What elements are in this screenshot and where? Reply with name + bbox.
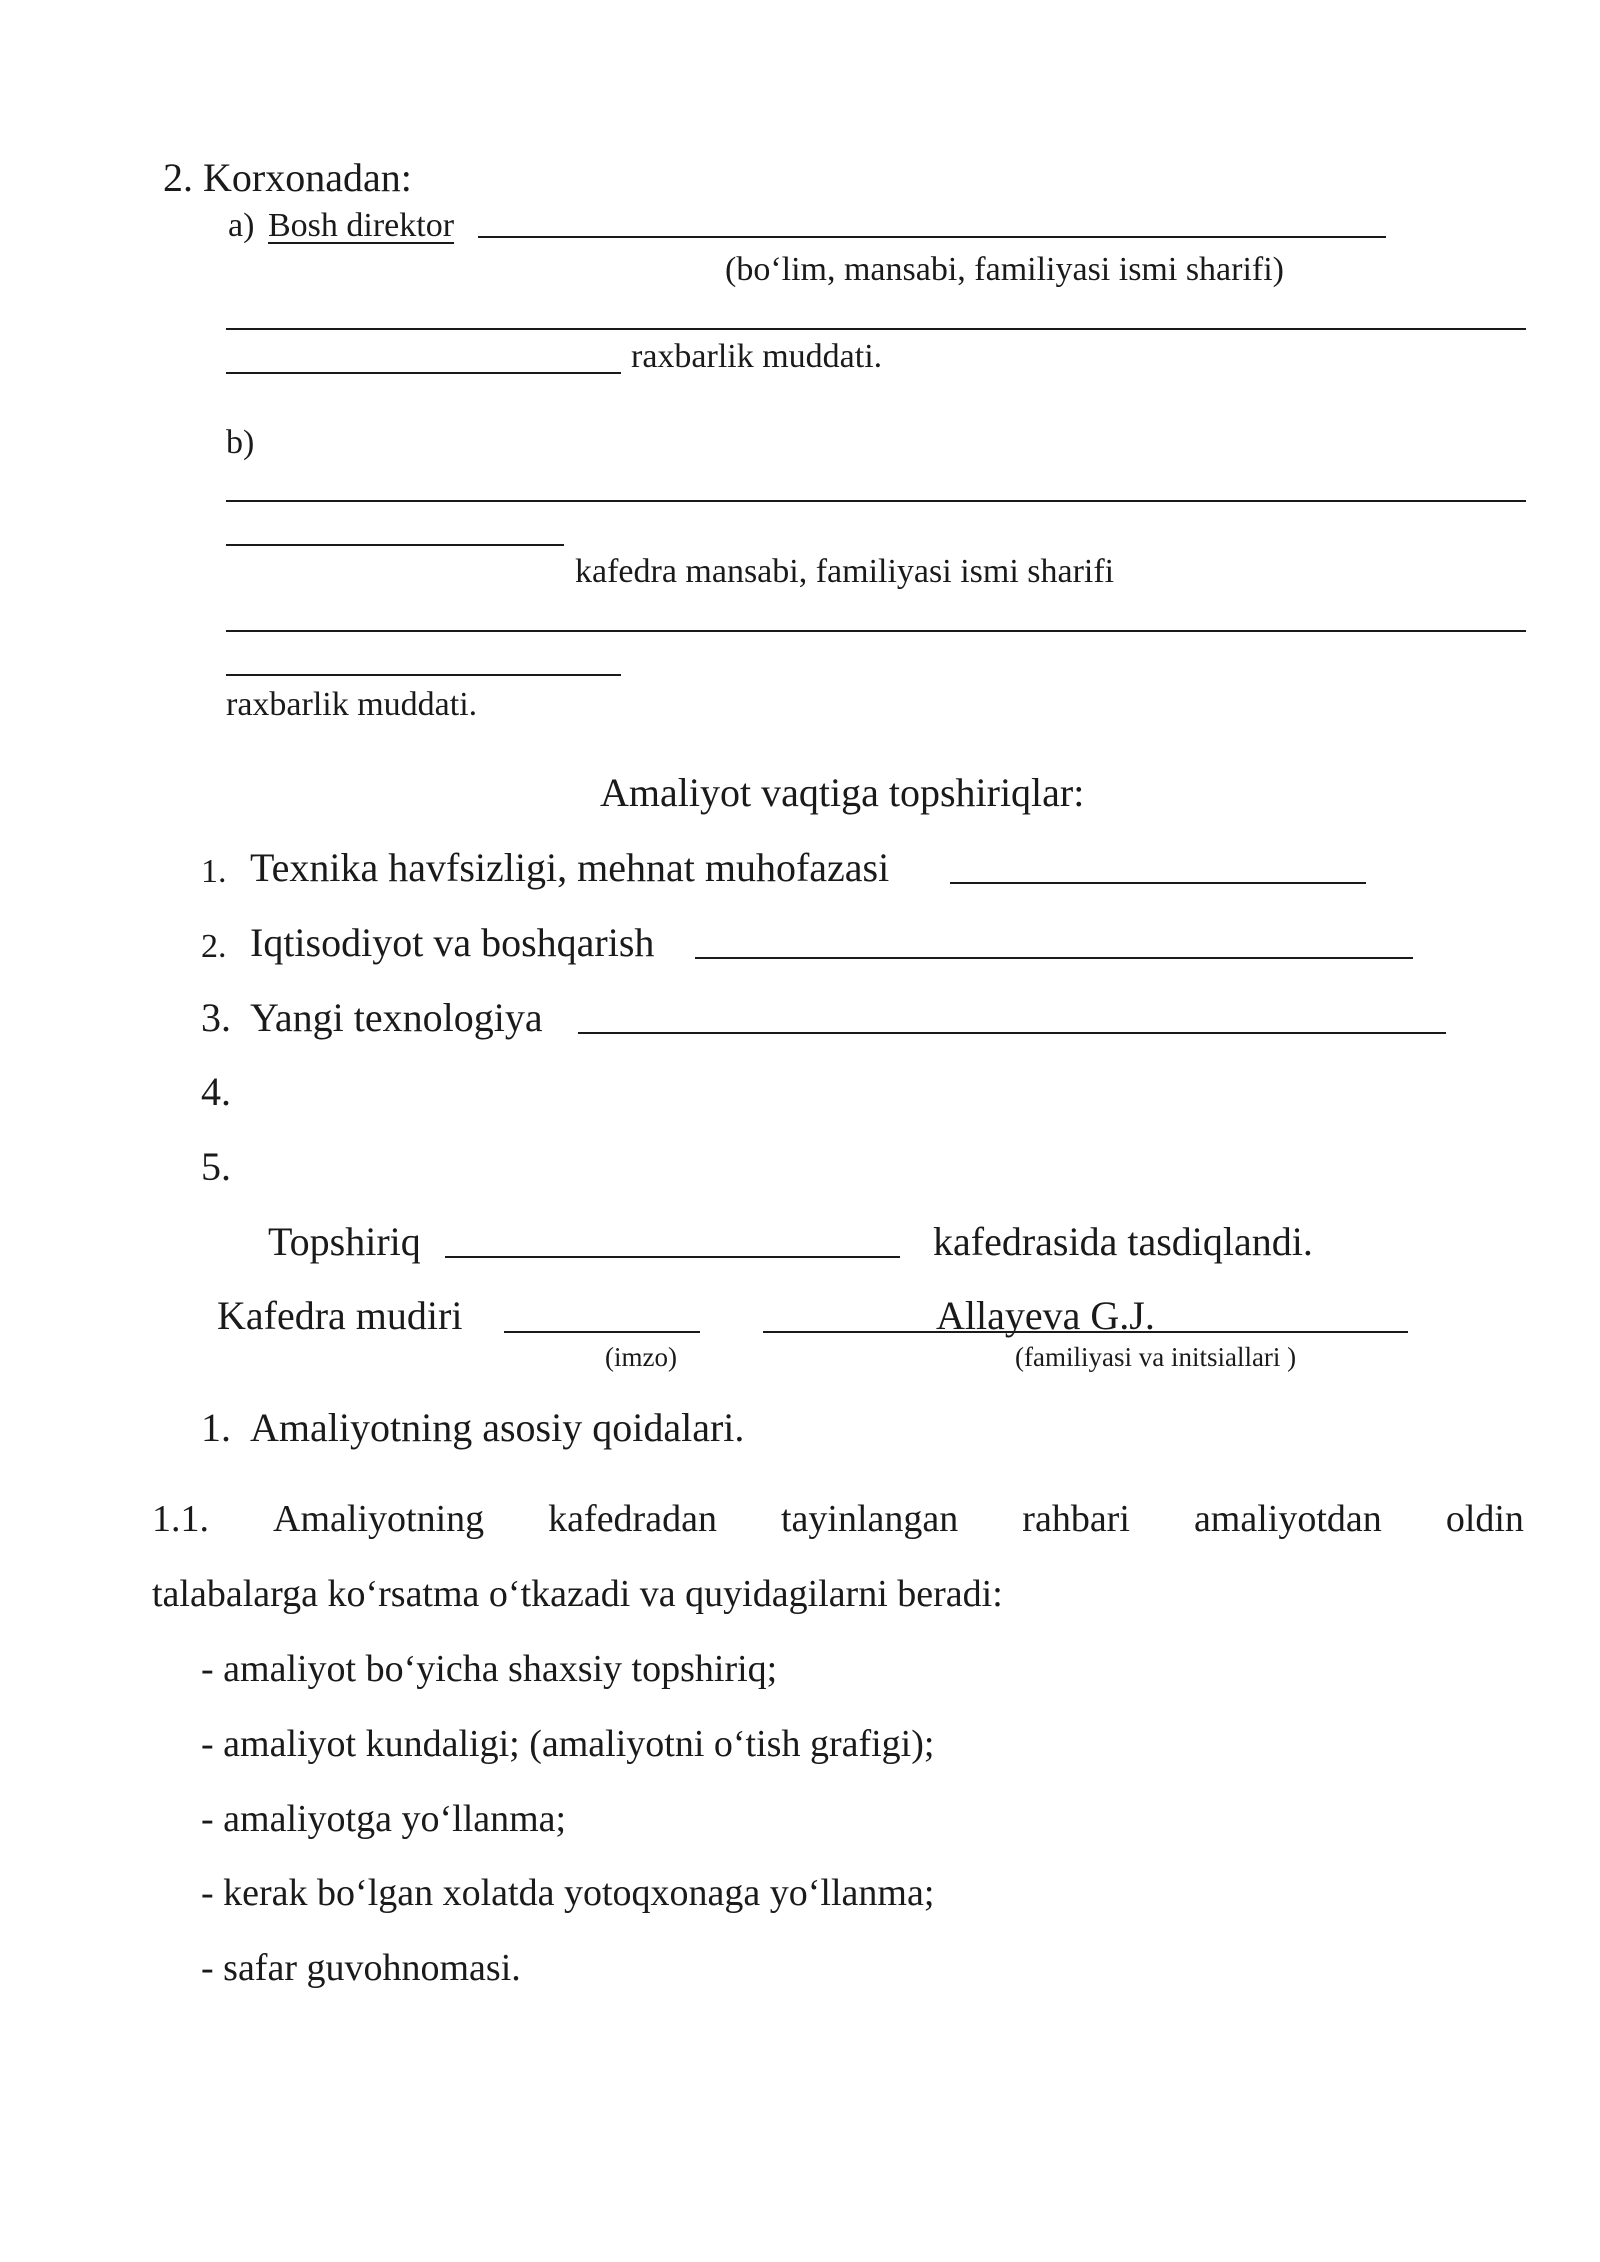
task-blank-line[interactable] — [578, 1032, 1446, 1034]
tasks-title: Amaliyot vaqtiga topshiriqlar: — [600, 770, 1085, 815]
item-b-fill-line-2[interactable] — [226, 544, 564, 546]
rules-heading: Amaliyotning asosiy qoidalari. — [250, 1405, 745, 1450]
task-text: Texnika havfsizligi, mehnat muhofazasi — [250, 845, 890, 890]
paragraph-word: tayinlangan — [780, 1498, 959, 1540]
paragraph-word: Amaliyotning — [273, 1498, 485, 1540]
signature-caption: (imzo) — [605, 1342, 677, 1372]
head-label: Kafedra mudiri — [217, 1293, 463, 1338]
task-text: Yangi texnologiya — [250, 995, 543, 1040]
task-number: 4. — [201, 1069, 231, 1114]
item-a-prefix: a) — [228, 207, 255, 244]
item-a-fill-line[interactable] — [226, 328, 1526, 330]
task-text: Iqtisodiyot va boshqarish — [250, 920, 655, 965]
bullet-item: - amaliyot kundaligi; (amaliyotni o‘tish grafigi); — [201, 1723, 935, 1765]
bullet-item: - safar guvohnomasi. — [201, 1947, 521, 1989]
item-b-fill-line[interactable] — [226, 500, 1526, 502]
bullet-item: - amaliyotga yo‘llanma; — [201, 1798, 567, 1840]
item-b-caption: kafedra mansabi, familiyasi ismi sharifi — [575, 553, 1115, 590]
rules-paragraph-line — [152, 1500, 1524, 1538]
task-number: 5. — [201, 1144, 231, 1189]
paragraph-word: amaliyotdan — [1193, 1498, 1382, 1540]
approval-blank-line[interactable] — [445, 1256, 900, 1258]
section-heading: 2. Korxonadan: — [163, 155, 412, 200]
item-a-term-label: raxbarlik muddati. — [631, 338, 883, 375]
paragraph-number: 1.1. — [152, 1498, 209, 1540]
rules-heading-number: 1. — [201, 1405, 231, 1450]
item-b-term-line[interactable] — [226, 674, 621, 676]
item-a-title: Bosh direktor — [268, 207, 455, 244]
item-b-name-line[interactable] — [226, 630, 1526, 632]
signature-line[interactable] — [504, 1331, 700, 1333]
name-caption: (familiyasi va initsiallari ) — [1015, 1342, 1297, 1372]
task-blank-line[interactable] — [950, 882, 1366, 884]
paragraph-word: kafedradan — [548, 1498, 717, 1540]
paragraph-word: oldin — [1445, 1498, 1524, 1540]
bullet-item: - amaliyot bo‘yicha shaxsiy topshiriq; — [201, 1648, 778, 1690]
item-a-term-line[interactable] — [226, 372, 621, 374]
approval-suffix: kafedrasida tasdiqlandi. — [933, 1219, 1313, 1264]
head-name: Allayeva G.J. — [936, 1293, 1155, 1338]
approval-label: Topshiriq — [268, 1219, 421, 1264]
paragraph-word: rahbari — [1022, 1498, 1130, 1540]
task-number: 3. — [201, 995, 231, 1040]
item-a-caption: (bo‘lim, mansabi, familiyasi ismi sharifi) — [725, 251, 1285, 288]
task-number: 1. — [201, 853, 227, 890]
item-a-blank-line[interactable] — [478, 236, 1386, 238]
item-b-prefix: b) — [226, 424, 255, 461]
rules-paragraph-line-2: talabalarga ko‘rsatma o‘tkazadi va quyidagilarni beradi: — [152, 1573, 1003, 1615]
bullet-item: - kerak bo‘lgan xolatda yotoqxonaga yo‘llanma; — [201, 1872, 935, 1914]
item-b-term-label: raxbarlik muddati. — [226, 686, 478, 723]
task-number: 2. — [201, 928, 227, 965]
task-blank-line[interactable] — [695, 957, 1413, 959]
